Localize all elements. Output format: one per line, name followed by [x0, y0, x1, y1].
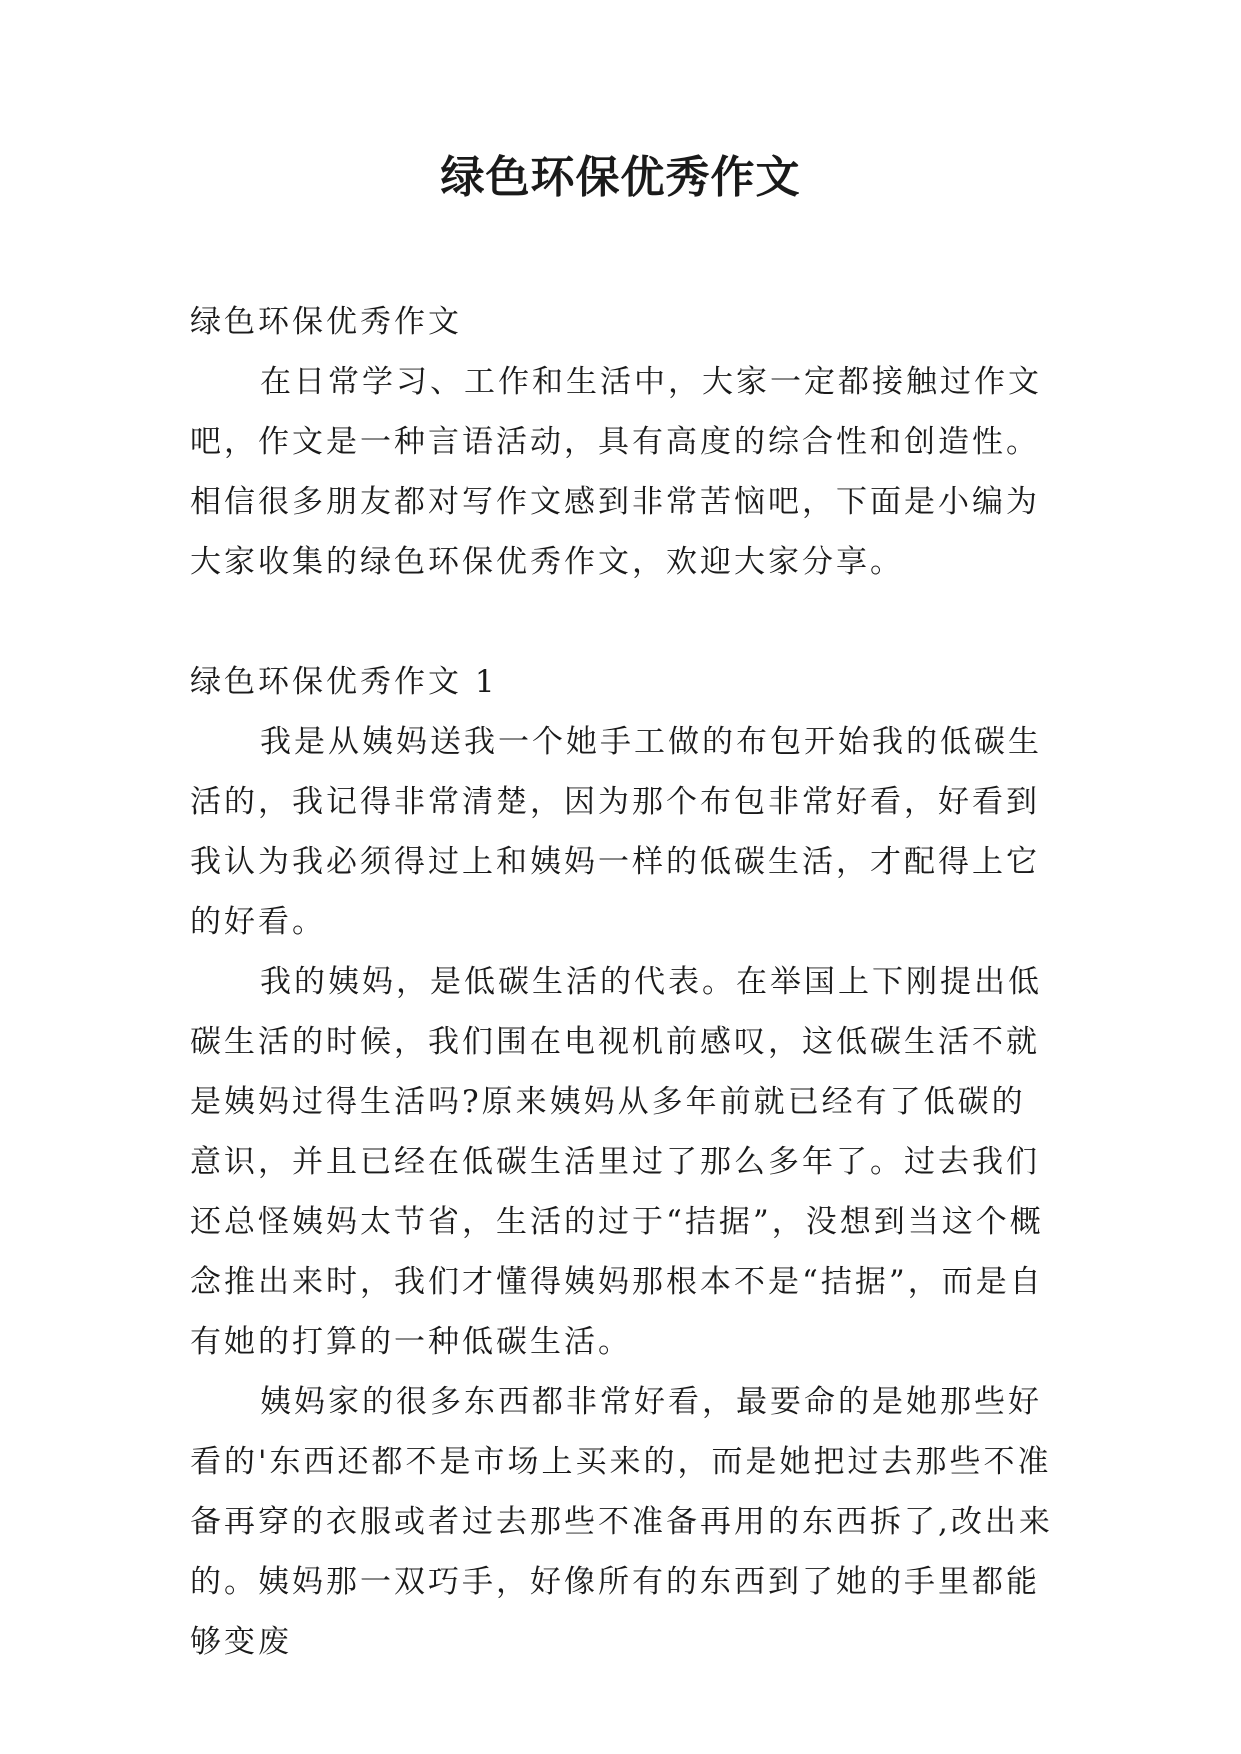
- document-body: [190, 292, 1056, 1672]
- section1-paragraph-3: 姨妈家的很多东西都非常好看，最要命的是她那些好看的'东西还都不是市场上买来的，而是她把过去那些不准备再穿的衣服或者过去那些不准备再用的东西拆了,改出来的。姨妈那一双巧手，好像所有的东西到了她的手里都能够变废: [190, 1384, 1053, 1660]
- section-spacer: [190, 592, 1056, 652]
- section1-heading: 绿色环保优秀作文 1: [190, 664, 498, 700]
- section1-paragraph-2: 我的姨妈，是低碳生活的代表。在举国上下刚提出低碳生活的时候，我们围在电视机前感叹，这低碳生活不就是姨妈过得生活吗?原来姨妈从多年前就已经有了低碳的意识，并且已经在低碳生活里过了那么多年了。过去我们还总怪姨妈太节省，生活的过于“拮据”，没想到当这个概念推出来时，我们才懂得姨妈那根本不是“拮据”，而是自有她的打算的一种低碳生活。: [190, 964, 1044, 1360]
- intro-paragraph: 在日常学习、工作和生活中，大家一定都接触过作文吧，作文是一种言语活动，具有高度的综合性和创造性。相信很多朋友都对写作文感到非常苦恼吧，下面是小编为大家收集的绿色环保优秀作文，欢迎大家分享。: [190, 364, 1042, 580]
- section1-paragraph-1: 我是从姨妈送我一个她手工做的布包开始我的低碳生活的，我记得非常清楚，因为那个布包非常好看，好看到我认为我必须得过上和姨妈一样的低碳生活，才配得上它的好看。: [190, 724, 1042, 940]
- intro-heading: 绿色环保优秀作文: [190, 304, 462, 340]
- document-title: 绿色环保优秀作文: [440, 152, 801, 203]
